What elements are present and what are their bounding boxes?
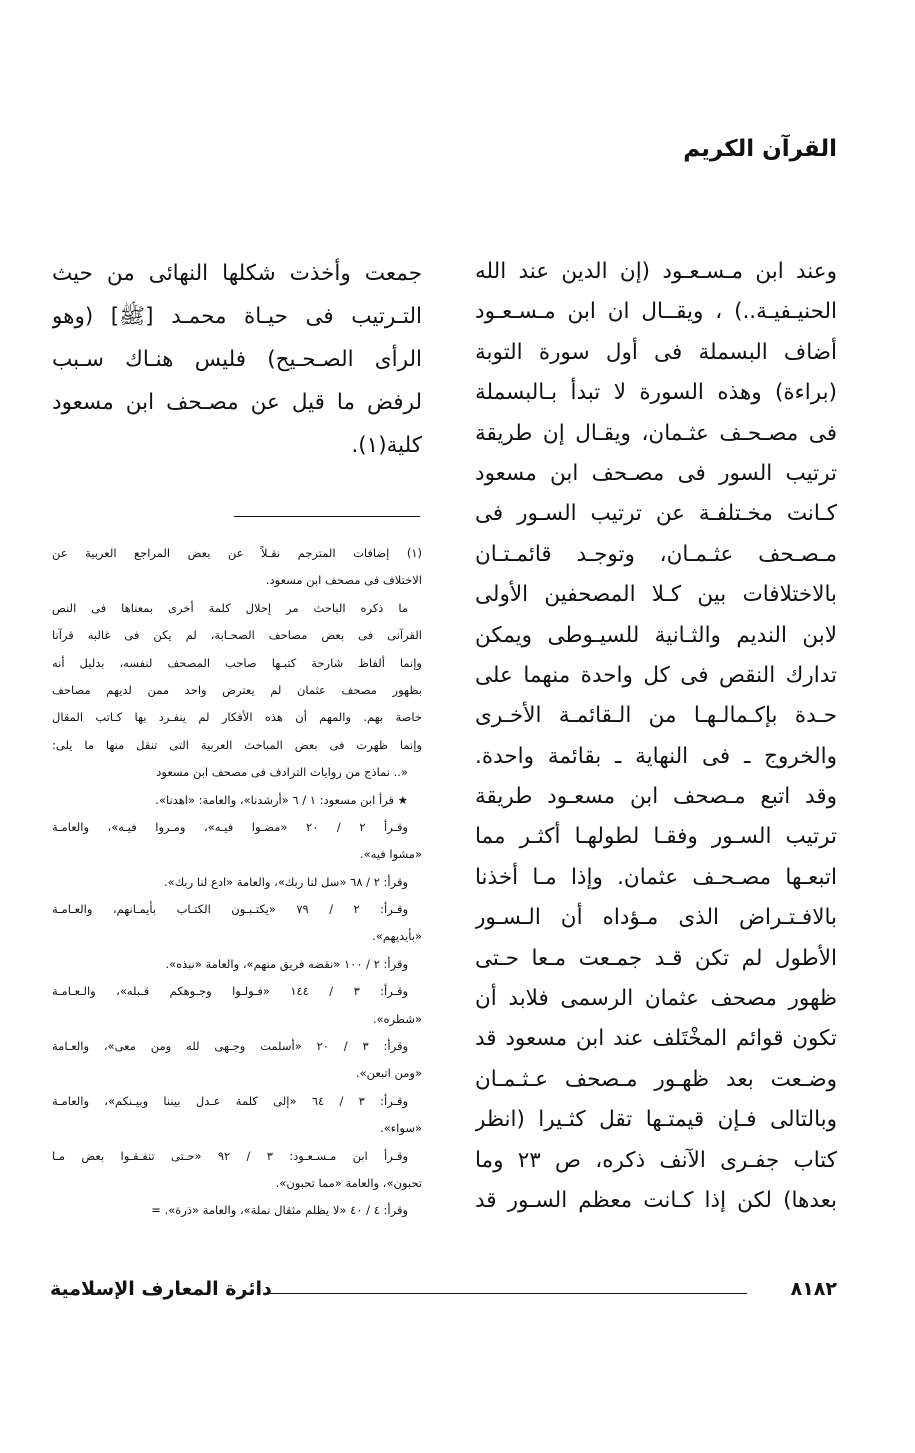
text-line: أضاف البسملة فى أول سورة التوبة <box>475 339 837 365</box>
text-line: اتبعـها مصـحـف عثمان. وإذا مـا أخذنا <box>475 864 837 890</box>
text-line: وعند ابن مـسـعـود (إن الدين عند الله <box>475 259 837 284</box>
footnote-line: وإنما ألفاظ شارحة كتبـها صاحب المصحف لنفسه، بدليل أنه <box>52 655 422 670</box>
text-line: بالاختلافات بين كـلا المصحفين الأولى <box>475 582 837 608</box>
text-line: كلية(١). <box>351 433 422 458</box>
footnote-separator <box>234 516 420 517</box>
footnote-line: وقـرأ: ٢ / ٧٩ «يكتـبـون الكتـاب بأيمـانهم، والعـامـة <box>52 902 409 917</box>
footnotes <box>52 540 422 1225</box>
footnote-line: القرآنى فى بعض مصاحف الصحـابة، لم يكن فى غالبه قرآنا <box>52 628 422 643</box>
text-line: لرفض ما قيل عن مصـحف ابن مسعود <box>52 390 422 415</box>
footnote-line: وقرأ: ٢ / ١٠٠ «نقضه فريق منهم»، والعامة «نبذه». <box>165 956 408 971</box>
footnote-line: وقرأ: ٢ / ٦٨ «سل لنا ربك»، والعامة «ادع لنا ربك». <box>164 874 408 889</box>
text-line: والخروج ـ فى النهاية ـ بقائمة واحدة. <box>475 743 837 769</box>
footnote-line: ما ذكره الباحث مر إحلال كلمة أخرى بمعناها فى النص <box>52 600 408 615</box>
body-column-left <box>52 252 422 467</box>
footnote-line: ★ قرأ ابن مسعود: ١ / ٦ «أرشدنا»، والعامة: «اهدنا». <box>155 792 408 807</box>
text-line: الأطول لم تكن قـد جمـعت مـعا حـتى <box>475 945 837 971</box>
text-line: بالافـتـراض الذى مـؤداه أن الـسـور <box>475 905 837 931</box>
footnote-line: بظهور مصحف عثمان لم يعترض واحد ممن لديهم مصاحف <box>52 682 422 697</box>
running-header-title: القرآن الكريم <box>683 136 837 162</box>
text-line: تكون قوائم المخْتَلف عند ابن مسعود قد <box>475 1026 837 1052</box>
text-line: بعدها) لكن إذا كـانت معظم السـور قد <box>475 1187 837 1213</box>
page-footer <box>50 1278 837 1310</box>
text-line: الرأى الصـحـيح) فليس هنـاك سـبب <box>52 347 422 372</box>
footnote-line: «مشوا فيه». <box>359 847 422 862</box>
text-line: جمعت وأخذت شكلها النهائى من حيث <box>52 261 422 286</box>
body-column-right <box>475 252 837 1221</box>
text-line: كتاب جفـرى الآنف ذكره، ص ٢٣ وما <box>475 1147 837 1173</box>
footnote-line: «سواء». <box>380 1121 422 1136</box>
text-line: الحنيـفيـة..) ، ويقــال ان ابن مـسـعـود <box>475 299 837 325</box>
text-line: فى مصـحـف عثـمان، ويقـال إن طريقة <box>475 420 837 446</box>
footnote-line: وإنما ظهرت فى بعض المباحث العربية التى تنقل منها ما يلى: <box>52 737 422 752</box>
text-line: ترتيب السور فى مصـحف ابن مسعود <box>475 460 837 486</box>
text-line: مـصـحف عثـمـان، وتوجـد قائمـتـان <box>475 541 837 567</box>
footnote-line: «شطره». <box>372 1011 422 1026</box>
text-line: ترتيب السـور وفقـا لطولهـا أكثـر مما <box>475 824 837 850</box>
text-line: وقد اتبع مـصحف ابن مسعـود طريقة <box>475 784 837 810</box>
text-line: حـدة بإكـمالـهـا من الـقائمـة الأخـرى <box>475 703 837 729</box>
text-line: التـرتيب فى حيـاة محمـد [ﷺ] (وهو <box>52 304 422 329</box>
text-line: تدارك النقص فى كل واحدة منهما على <box>475 662 837 688</box>
footnote-line: وقرأ: ٣ / ٢٠ «أسلمت وجـهى لله ومن معى»، والعـامة <box>52 1039 408 1054</box>
text-line: كـانت مخـتلفـة عن ترتيب السـور فى <box>475 501 837 527</box>
footnote-line: تحبون»، والعامة «مما تحبون». <box>275 1175 422 1190</box>
footnote-line: «ومن اتبعن». <box>355 1066 422 1081</box>
text-line: وبالتالى فـإن قيمتـها تقل كثـيرا (انظر <box>475 1107 837 1133</box>
footnote-line: «.. نماذج من روايات الترادف فى مصحف ابن مسعود <box>156 765 408 780</box>
footnote-line: الاختلاف فى مصحف ابن مسعود. <box>265 573 422 588</box>
footnote-line: وقـرأ: ٣ / ٦٤ «إلى كلمة عـدل بيننا وبيـنكم»، والعامـة <box>52 1093 409 1108</box>
footnote-line: وقـرأ ابن مـسـعـود: ٣ / ٩٢ «حـتى تنفـقـوا بعض مـا <box>52 1148 408 1163</box>
footnote-line: وقـرأ: ٣ / ١٤٤ «فـولـوا وجـوهكم قـبله»، والـعـامـة <box>52 984 408 999</box>
footnote-line: خاصة بهم. والمهم أن هذه الأفكار لم ينفـرد بها كـاتب المقال <box>52 710 422 725</box>
page-number: ٨١٨٢ <box>790 1278 837 1300</box>
footnote-line: (١) إضافات المترجم نقـلاً عن بعض المراجع العربية عن <box>52 546 422 560</box>
text-line: ظهور مصحف عثمان الرسمى فلابد أن <box>475 986 837 1012</box>
footnote-line: وقرأ: ٤ / ٤٠ «لا يظلم مثقال نملة»، والعامة «ذرة». = <box>151 1203 408 1218</box>
footnote-line: وقـرأ ٢ / ٢٠ «مضـوا فيـه»، ومـروا فيـه»، والعامـة <box>52 819 408 834</box>
text-line: (براءة) وهذه السورة لا تبدأ بـالبسملة <box>475 380 837 406</box>
text-line: لابن النديم والثـانية للسيـوطى ويمكن <box>475 622 837 648</box>
text-line: وضـعت بعد ظهـور مـصحف عـثـمـان <box>475 1066 837 1092</box>
footer-rule <box>270 1293 747 1294</box>
publication-title: دائرة المعارف الإسلامية <box>50 1278 272 1300</box>
footnote-line: «بأيديهم». <box>372 929 422 944</box>
